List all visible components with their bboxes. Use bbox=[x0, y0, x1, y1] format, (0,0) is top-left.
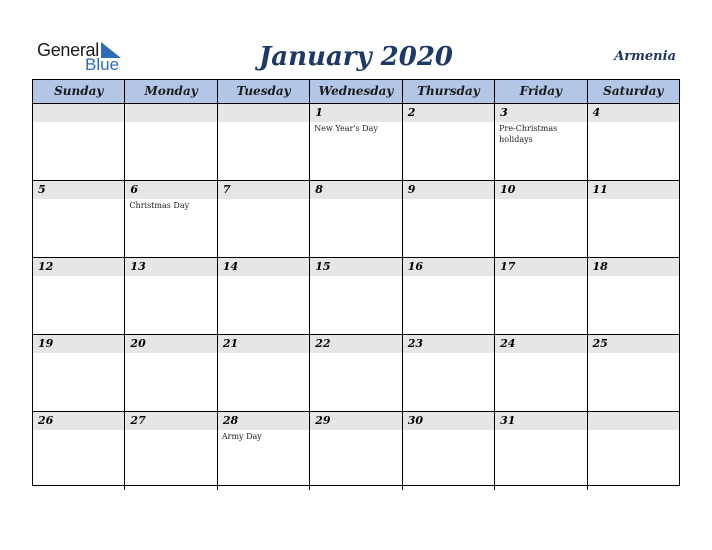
weekday-header: Wednesday bbox=[309, 80, 401, 103]
day-cell bbox=[33, 258, 124, 334]
weekday-header: Friday bbox=[494, 80, 586, 103]
week-row bbox=[33, 181, 679, 258]
day-number: 17 bbox=[500, 260, 516, 273]
day-cell-header bbox=[403, 181, 494, 199]
day-cell bbox=[587, 181, 679, 257]
week-row bbox=[33, 412, 679, 490]
weeks-container bbox=[33, 104, 679, 490]
day-number: 11 bbox=[592, 183, 608, 196]
day-number: 20 bbox=[130, 337, 146, 350]
day-cell bbox=[587, 412, 679, 490]
day-number: 15 bbox=[315, 260, 331, 273]
day-number: 16 bbox=[407, 260, 423, 273]
day-number: 25 bbox=[592, 337, 608, 350]
holiday-label: Christmas Day bbox=[129, 201, 190, 210]
day-number: 30 bbox=[407, 414, 423, 427]
day-cell bbox=[494, 181, 586, 257]
day-cell bbox=[217, 412, 309, 490]
day-cell bbox=[124, 412, 216, 490]
day-number: 19 bbox=[38, 337, 54, 350]
day-cell bbox=[217, 181, 309, 257]
day-number: 2 bbox=[407, 106, 416, 119]
logo-text-blue: Blue bbox=[85, 55, 120, 74]
day-cell-header bbox=[310, 104, 401, 122]
day-number: 29 bbox=[315, 414, 331, 427]
day-number: 12 bbox=[38, 260, 54, 273]
weekday-header: Sunday bbox=[54, 84, 104, 98]
day-number: 3 bbox=[500, 106, 508, 119]
day-cell bbox=[587, 258, 679, 334]
holiday-label: Pre-Christmas holidays bbox=[499, 124, 558, 144]
day-cell bbox=[309, 412, 401, 490]
day-cell bbox=[124, 258, 216, 334]
day-cell bbox=[402, 412, 494, 490]
day-cell bbox=[217, 335, 309, 411]
day-cell bbox=[309, 104, 401, 180]
day-number: 28 bbox=[222, 414, 239, 427]
weekday-header: Monday bbox=[124, 80, 216, 103]
day-cell bbox=[33, 335, 124, 411]
day-cell bbox=[33, 104, 124, 180]
day-number: 24 bbox=[500, 337, 516, 350]
day-cell bbox=[402, 104, 494, 180]
calendar-title: January 2020 bbox=[258, 42, 454, 72]
day-cell-header bbox=[125, 181, 216, 199]
day-cell bbox=[33, 412, 124, 490]
day-cell bbox=[587, 104, 679, 180]
day-number: 21 bbox=[222, 337, 239, 350]
day-cell bbox=[402, 335, 494, 411]
day-cell bbox=[402, 258, 494, 334]
day-cell bbox=[309, 258, 401, 334]
calendar-grid bbox=[32, 79, 680, 486]
day-cell bbox=[309, 335, 401, 411]
day-number: 1 bbox=[315, 106, 323, 119]
day-number: 7 bbox=[222, 183, 231, 196]
day-cell-header bbox=[588, 412, 679, 430]
day-number: 14 bbox=[222, 260, 239, 273]
day-cell bbox=[124, 335, 216, 411]
day-cell-header bbox=[33, 104, 124, 122]
day-number: 10 bbox=[500, 183, 516, 196]
day-cell bbox=[217, 104, 309, 180]
country-label: Armenia bbox=[614, 49, 676, 64]
day-number: 26 bbox=[38, 414, 54, 427]
day-cell bbox=[494, 335, 586, 411]
day-cell-header bbox=[218, 181, 309, 199]
day-number: 22 bbox=[315, 337, 331, 350]
weekday-header: Saturday bbox=[587, 80, 679, 103]
week-row bbox=[33, 104, 679, 181]
day-cell bbox=[124, 181, 216, 257]
day-cell bbox=[217, 258, 309, 334]
day-cell bbox=[494, 104, 586, 180]
week-row bbox=[33, 258, 679, 335]
day-cell bbox=[494, 412, 586, 490]
day-cell-header bbox=[125, 104, 216, 122]
holiday-label: New Year's Day bbox=[314, 124, 378, 133]
day-number: 27 bbox=[130, 414, 146, 427]
weekday-header: Tuesday bbox=[217, 80, 309, 103]
day-number: 4 bbox=[592, 106, 601, 119]
day-number: 9 bbox=[407, 183, 416, 196]
weekday-header: Thursday bbox=[402, 80, 494, 103]
day-cell bbox=[402, 181, 494, 257]
day-cell bbox=[33, 181, 124, 257]
day-number: 13 bbox=[130, 260, 146, 273]
day-number: 8 bbox=[315, 183, 323, 196]
day-number: 31 bbox=[500, 414, 516, 427]
day-number: 18 bbox=[592, 260, 608, 273]
day-cell-header bbox=[588, 104, 679, 122]
day-cell bbox=[309, 181, 401, 257]
day-cell-header bbox=[495, 104, 586, 122]
day-cell-header bbox=[403, 104, 494, 122]
day-number: 23 bbox=[407, 337, 423, 350]
week-row bbox=[33, 335, 679, 412]
day-cell bbox=[587, 335, 679, 411]
day-number: 5 bbox=[38, 183, 46, 196]
logo-text-general: General bbox=[37, 40, 99, 60]
day-cell-header bbox=[33, 181, 124, 199]
day-cell-header bbox=[310, 181, 401, 199]
holiday-label: Army Day bbox=[221, 432, 262, 441]
day-cell bbox=[494, 258, 586, 334]
weekday-header-row bbox=[33, 80, 679, 104]
day-cell bbox=[124, 104, 216, 180]
day-number: 6 bbox=[130, 183, 139, 196]
day-cell-header bbox=[218, 104, 309, 122]
